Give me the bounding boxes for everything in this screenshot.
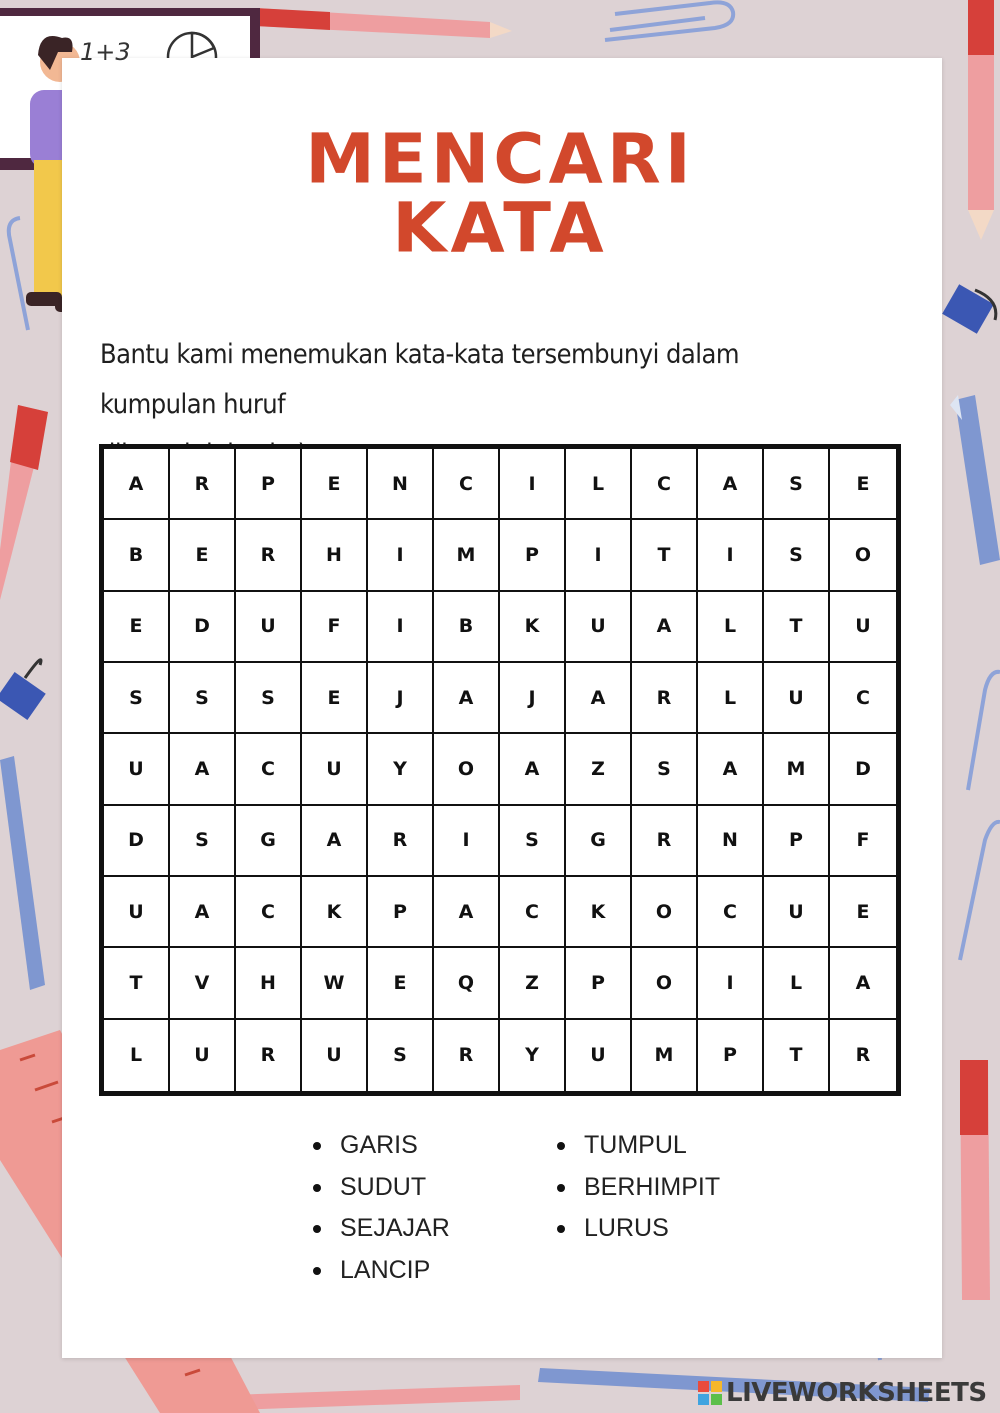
grid-cell[interactable]: S [170, 806, 236, 877]
grid-cell[interactable]: A [830, 948, 896, 1019]
grid-cell[interactable]: H [236, 948, 302, 1019]
grid-cell[interactable]: M [434, 520, 500, 591]
grid-cell[interactable]: F [302, 592, 368, 663]
liveworksheets-brand-text: LIVEWORKSHEETS [726, 1378, 987, 1408]
grid-cell[interactable]: I [500, 449, 566, 520]
grid-cell[interactable]: N [698, 806, 764, 877]
grid-cell[interactable]: S [236, 663, 302, 734]
grid-cell[interactable]: E [830, 877, 896, 948]
binder-clip-left-icon [0, 660, 46, 720]
grid-cell[interactable]: S [170, 663, 236, 734]
grid-cell[interactable]: I [434, 806, 500, 877]
grid-cell[interactable]: A [566, 663, 632, 734]
grid-cell[interactable]: A [170, 877, 236, 948]
grid-cell[interactable]: S [104, 663, 170, 734]
grid-cell[interactable]: I [698, 520, 764, 591]
grid-cell[interactable]: A [632, 592, 698, 663]
grid-cell[interactable]: P [566, 948, 632, 1019]
grid-cell[interactable]: A [170, 734, 236, 805]
grid-cell[interactable]: F [830, 806, 896, 877]
grid-cell[interactable]: G [566, 806, 632, 877]
grid-cell[interactable]: W [302, 948, 368, 1019]
grid-cell[interactable]: K [500, 592, 566, 663]
grid-cell[interactable]: P [764, 806, 830, 877]
grid-cell[interactable]: U [830, 592, 896, 663]
grid-cell[interactable]: D [104, 806, 170, 877]
page-title-line-1: MENCARI [305, 118, 695, 200]
grid-cell[interactable]: P [368, 877, 434, 948]
grid-cell[interactable]: A [434, 877, 500, 948]
word-list-item: GARIS [313, 1125, 450, 1167]
grid-cell[interactable]: A [104, 449, 170, 520]
grid-cell[interactable]: V [170, 948, 236, 1019]
grid-cell[interactable]: U [566, 592, 632, 663]
grid-cell[interactable]: T [104, 948, 170, 1019]
grid-cell[interactable]: R [434, 1020, 500, 1091]
grid-cell[interactable]: E [302, 663, 368, 734]
pencil-right-top-icon [968, 0, 994, 240]
word-list-left [313, 1125, 450, 1291]
grid-cell[interactable]: S [632, 734, 698, 805]
paperclip-right-icon [960, 672, 1000, 960]
binder-clip-right-icon [942, 284, 996, 333]
grid-cell[interactable]: R [236, 520, 302, 591]
word-search-grid [99, 444, 901, 1096]
grid-cell[interactable]: Z [500, 948, 566, 1019]
grid-cell[interactable]: S [764, 520, 830, 591]
word-list-item: TUMPUL [557, 1125, 720, 1167]
grid-cell[interactable]: U [236, 592, 302, 663]
grid-cell[interactable]: U [104, 877, 170, 948]
word-list-item: SEJAJAR [313, 1208, 450, 1250]
pencil-right-bottom-icon [960, 1060, 990, 1300]
grid-cell[interactable]: U [764, 877, 830, 948]
grid-cell[interactable]: U [566, 1020, 632, 1091]
grid-cell[interactable]: P [500, 520, 566, 591]
grid-cell[interactable]: Z [566, 734, 632, 805]
grid-cell[interactable]: P [236, 449, 302, 520]
grid-cell[interactable]: M [632, 1020, 698, 1091]
grid-cell[interactable]: I [698, 948, 764, 1019]
liveworksheets-logo[interactable] [698, 1378, 987, 1408]
grid-cell[interactable]: U [302, 734, 368, 805]
grid-cell[interactable]: A [500, 734, 566, 805]
grid-cell[interactable]: L [698, 663, 764, 734]
grid-cell[interactable]: R [632, 806, 698, 877]
grid-cell[interactable]: O [632, 948, 698, 1019]
grid-cell[interactable]: G [236, 806, 302, 877]
grid-cell[interactable]: C [830, 663, 896, 734]
grid-cell[interactable]: L [566, 449, 632, 520]
grid-cell[interactable]: N [368, 449, 434, 520]
word-list-item: BERHIMPIT [557, 1167, 720, 1209]
grid-cell[interactable]: B [104, 520, 170, 591]
grid-cell[interactable]: R [170, 449, 236, 520]
whiteboard-equation: 1+3 [80, 38, 131, 66]
grid-cell[interactable]: S [368, 1020, 434, 1091]
grid-cell[interactable]: E [302, 449, 368, 520]
grid-cell[interactable]: U [764, 663, 830, 734]
grid-cell[interactable]: A [434, 663, 500, 734]
grid-cell[interactable]: R [855, 1044, 871, 1067]
grid-cell[interactable]: C [500, 877, 566, 948]
grid-cell[interactable]: R [236, 1020, 302, 1091]
page-title-line-2: KATA [392, 187, 608, 269]
grid-cell[interactable]: E [368, 948, 434, 1019]
pen-left-icon [0, 756, 45, 990]
word-list-item: SUDUT [313, 1167, 450, 1209]
instruction-line-1: Bantu kami menemukan kata-kata tersembunyi dalam kumpulan huruf [100, 339, 739, 420]
grid-cell[interactable]: S [764, 449, 830, 520]
grid-cell[interactable]: R [632, 663, 698, 734]
grid-cell[interactable]: T [764, 1020, 830, 1091]
grid-cell[interactable]: I [368, 592, 434, 663]
grid-cell[interactable]: O [434, 734, 500, 805]
grid-cell[interactable]: O [632, 877, 698, 948]
grid-cell[interactable]: R [368, 806, 434, 877]
grid-cell[interactable]: C [236, 734, 302, 805]
grid-cell[interactable]: P [698, 1020, 764, 1091]
grid-cell[interactable]: A [302, 806, 368, 877]
grid-cell[interactable]: L [104, 1020, 170, 1091]
grid-cell[interactable]: I [566, 520, 632, 591]
word-list-item: LANCIP [313, 1250, 450, 1292]
grid-cell[interactable]: A [698, 449, 764, 520]
pen-right-icon [950, 395, 1000, 565]
grid-cell[interactable]: J [368, 663, 434, 734]
grid-cell[interactable]: U [170, 1020, 236, 1091]
grid-cell[interactable]: Y [500, 1020, 566, 1091]
grid-cell[interactable]: E [170, 520, 236, 591]
grid-cell[interactable]: L [764, 948, 830, 1019]
pencil-top-icon [255, 8, 512, 38]
grid-cell[interactable]: K [302, 877, 368, 948]
paperclip-left-icon [9, 218, 28, 330]
grid-cell[interactable]: L [698, 592, 764, 663]
grid-cell[interactable]: E [830, 449, 896, 520]
grid-cell[interactable]: I [368, 520, 434, 591]
pencil-left-icon [0, 405, 48, 600]
liveworksheets-logo-icon [698, 1381, 722, 1405]
grid-cell[interactable]: E [104, 592, 170, 663]
grid-cell[interactable]: D [830, 734, 896, 805]
grid-cell[interactable]: J [500, 663, 566, 734]
word-list-right [557, 1125, 720, 1250]
grid-cell[interactable]: C [236, 877, 302, 948]
word-list-item: LURUS [557, 1208, 720, 1250]
grid-cell[interactable]: U [302, 1020, 368, 1091]
grid-cell[interactable]: T [632, 520, 698, 591]
grid-cell[interactable]: A [698, 734, 764, 805]
grid-cell[interactable]: U [104, 734, 170, 805]
grid-cell[interactable]: C [434, 449, 500, 520]
grid-cell[interactable]: Y [368, 734, 434, 805]
grid-cell[interactable]: H [302, 520, 368, 591]
grid-cell[interactable]: Q [434, 948, 500, 1019]
grid-cell[interactable]: O [830, 520, 896, 591]
grid-cell[interactable]: D [170, 592, 236, 663]
grid-cell[interactable]: C [632, 449, 698, 520]
grid-cell[interactable]: T [764, 592, 830, 663]
grid-cell[interactable]: B [434, 592, 500, 663]
grid-cell[interactable]: C [698, 877, 764, 948]
grid-cell[interactable]: S [500, 806, 566, 877]
grid-cell[interactable]: K [566, 877, 632, 948]
grid-cell[interactable]: M [764, 734, 830, 805]
paperclip-top-icon [605, 2, 733, 40]
